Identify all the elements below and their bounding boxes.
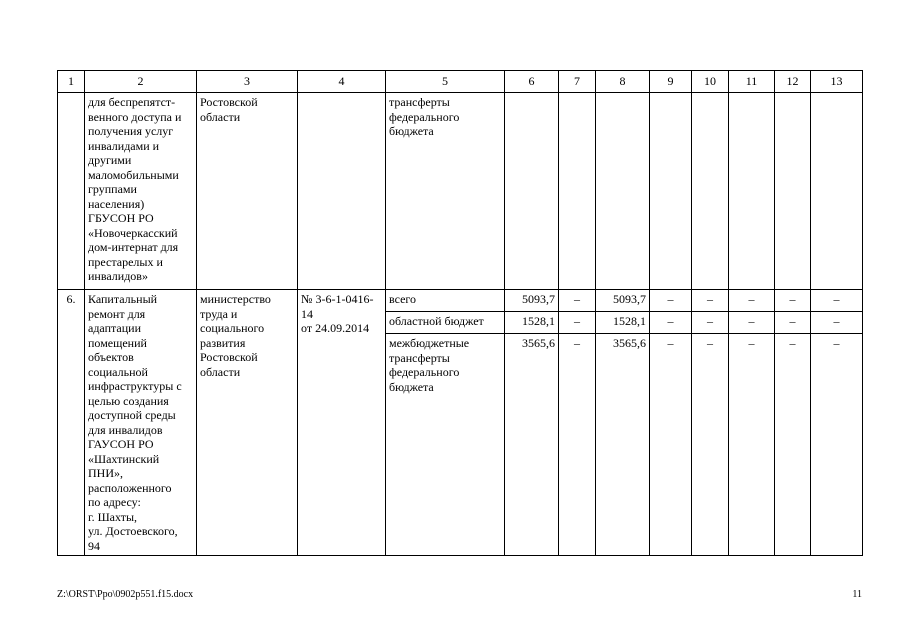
value-cell: –	[650, 312, 692, 334]
value-cell: –	[775, 290, 811, 312]
header-cell: 6	[505, 71, 559, 93]
empty-cell	[811, 93, 863, 290]
value-cell: –	[692, 290, 729, 312]
value-cell: 3565,6	[596, 334, 650, 556]
item-row	[58, 290, 863, 312]
empty-cell	[596, 93, 650, 290]
header-cell: 9	[650, 71, 692, 93]
object-name-cell: Капитальный ремонт для адаптации помещений объектов социальной инфраструктуры с целью создания доступной среды для инвалидов ГАУСОН РО «Шахтинский ПНИ», расположенного по адресу: г. Шахты, ул. Достоевского, 94	[85, 290, 197, 556]
value-cell: –	[559, 290, 596, 312]
header-cell: 10	[692, 71, 729, 93]
value-cell: –	[775, 312, 811, 334]
header-cell: 13	[811, 71, 863, 93]
footer-page-number: 11	[852, 589, 862, 600]
header-cell: 2	[85, 71, 197, 93]
agency-cell: Ростовской области	[197, 93, 298, 290]
empty-cell	[775, 93, 811, 290]
header-cell: 7	[559, 71, 596, 93]
value-cell: –	[729, 290, 775, 312]
document-cell: № 3-6-1-0416- 14 от 24.09.2014	[298, 290, 386, 556]
header-cell: 8	[596, 71, 650, 93]
value-cell: –	[775, 334, 811, 556]
value-cell: 5093,7	[596, 290, 650, 312]
row-number-cell: 6.	[58, 290, 85, 556]
value-cell: 1528,1	[596, 312, 650, 334]
value-cell: –	[559, 334, 596, 556]
funding-source-cell: трансферты федерального бюджета	[386, 93, 505, 290]
footer-file-path: Z:\ORST\Ppo\0902p551.f15.docx	[57, 589, 194, 600]
object-name-cell: для беспрепятст- венного доступа и получения услуг инвалидами и другими маломобильными группами населения) ГБУСОН РО «Новочеркасский дом-интернат для престарелых и инвалидов»	[85, 93, 197, 290]
value-cell: –	[650, 290, 692, 312]
value-cell: –	[559, 312, 596, 334]
empty-cell	[505, 93, 559, 290]
header-row	[58, 71, 863, 93]
header-cell: 1	[58, 71, 85, 93]
agency-cell: министерство труда и социального развития Ростовской области	[197, 290, 298, 556]
data-table	[57, 70, 863, 556]
value-cell: –	[650, 334, 692, 556]
header-cell: 5	[386, 71, 505, 93]
value-cell: 3565,6	[505, 334, 559, 556]
header-cell: 3	[197, 71, 298, 93]
value-cell: –	[692, 312, 729, 334]
value-cell: –	[811, 290, 863, 312]
empty-cell	[729, 93, 775, 290]
value-cell: –	[811, 312, 863, 334]
empty-cell	[650, 93, 692, 290]
value-cell: –	[729, 334, 775, 556]
funding-source-cell: областной бюджет	[386, 312, 505, 334]
header-cell: 11	[729, 71, 775, 93]
continuation-row	[58, 93, 863, 290]
funding-source-cell: всего	[386, 290, 505, 312]
value-cell: –	[692, 334, 729, 556]
row-number-cell	[58, 93, 85, 290]
header-cell: 4	[298, 71, 386, 93]
header-cell: 12	[775, 71, 811, 93]
value-cell: –	[811, 334, 863, 556]
funding-source-cell: межбюджетные трансферты федерального бюджета	[386, 334, 505, 556]
value-cell: –	[729, 312, 775, 334]
document-cell	[298, 93, 386, 290]
value-cell: 5093,7	[505, 290, 559, 312]
value-cell: 1528,1	[505, 312, 559, 334]
empty-cell	[559, 93, 596, 290]
empty-cell	[692, 93, 729, 290]
